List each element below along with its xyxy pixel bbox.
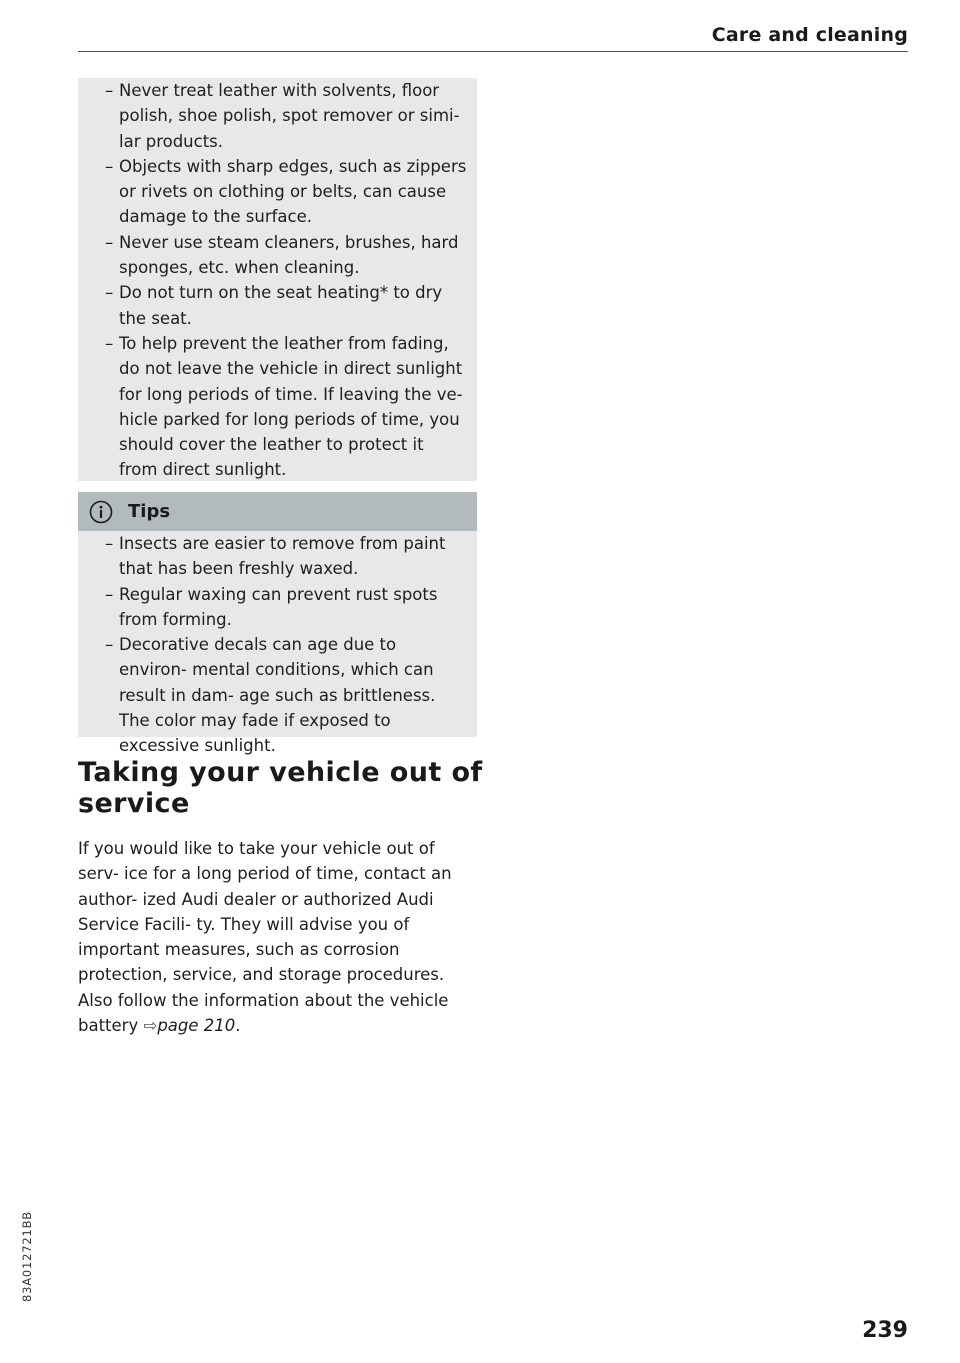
link-arrow-icon: ⇨ [143,1016,158,1036]
section-title: Care and cleaning [711,24,908,46]
list-item: – Never treat leather with solvents, floor polish, shoe polish, spot remover or simi- lar products. [78,78,477,154]
paragraph-text: If you would like to take your vehicle out of serv- ice for a long period of time, contact an author- ized Audi dealer or authorized Audi Service Facili- ty. They will advise you of important measures, such as corrosion protection, service, and storage procedures. Also follow the information about the vehicle battery [78,839,452,1036]
warning-list [78,78,477,483]
tips-box [78,492,477,756]
list-item: – Regular waxing can prevent rust spots from forming. [78,582,477,633]
list-item: – Objects with sharp edges, such as zippers or rivets on clothing or belts, can cause damage to the surface. [78,154,477,230]
list-item: – Decorative decals can age due to environ- mental conditions, which can result in dam- age such as brittleness. The color may fade if exposed to excessive sunlight. [78,632,477,758]
list-item: – Never use steam cleaners, brushes, hard sponges, etc. when cleaning. [78,230,477,281]
document-code: 83A012721BB [20,1211,34,1302]
warning-box [78,78,477,481]
info-icon [88,499,114,525]
tips-header [78,492,477,531]
list-item: – Do not turn on the seat heating* to dry the seat. [78,280,477,331]
body-paragraph [78,836,480,1038]
page-link[interactable]: page 210 [157,1016,236,1036]
tips-list [78,531,477,759]
tips-title: Tips [128,501,171,522]
list-item: – Insects are easier to remove from paint that has been freshly waxed. [78,531,477,582]
section-heading: Taking your vehicle out of service [78,757,483,819]
page-number: 239 [862,1318,908,1343]
period: . [235,1016,241,1036]
header-divider [78,51,908,52]
list-item: – To help prevent the leather from fading, do not leave the vehicle in direct sunlight for long periods of time. If leaving the ve- hicle parked for long periods of time, you should cover the leather to protect it from direct sunlight. [78,331,477,483]
